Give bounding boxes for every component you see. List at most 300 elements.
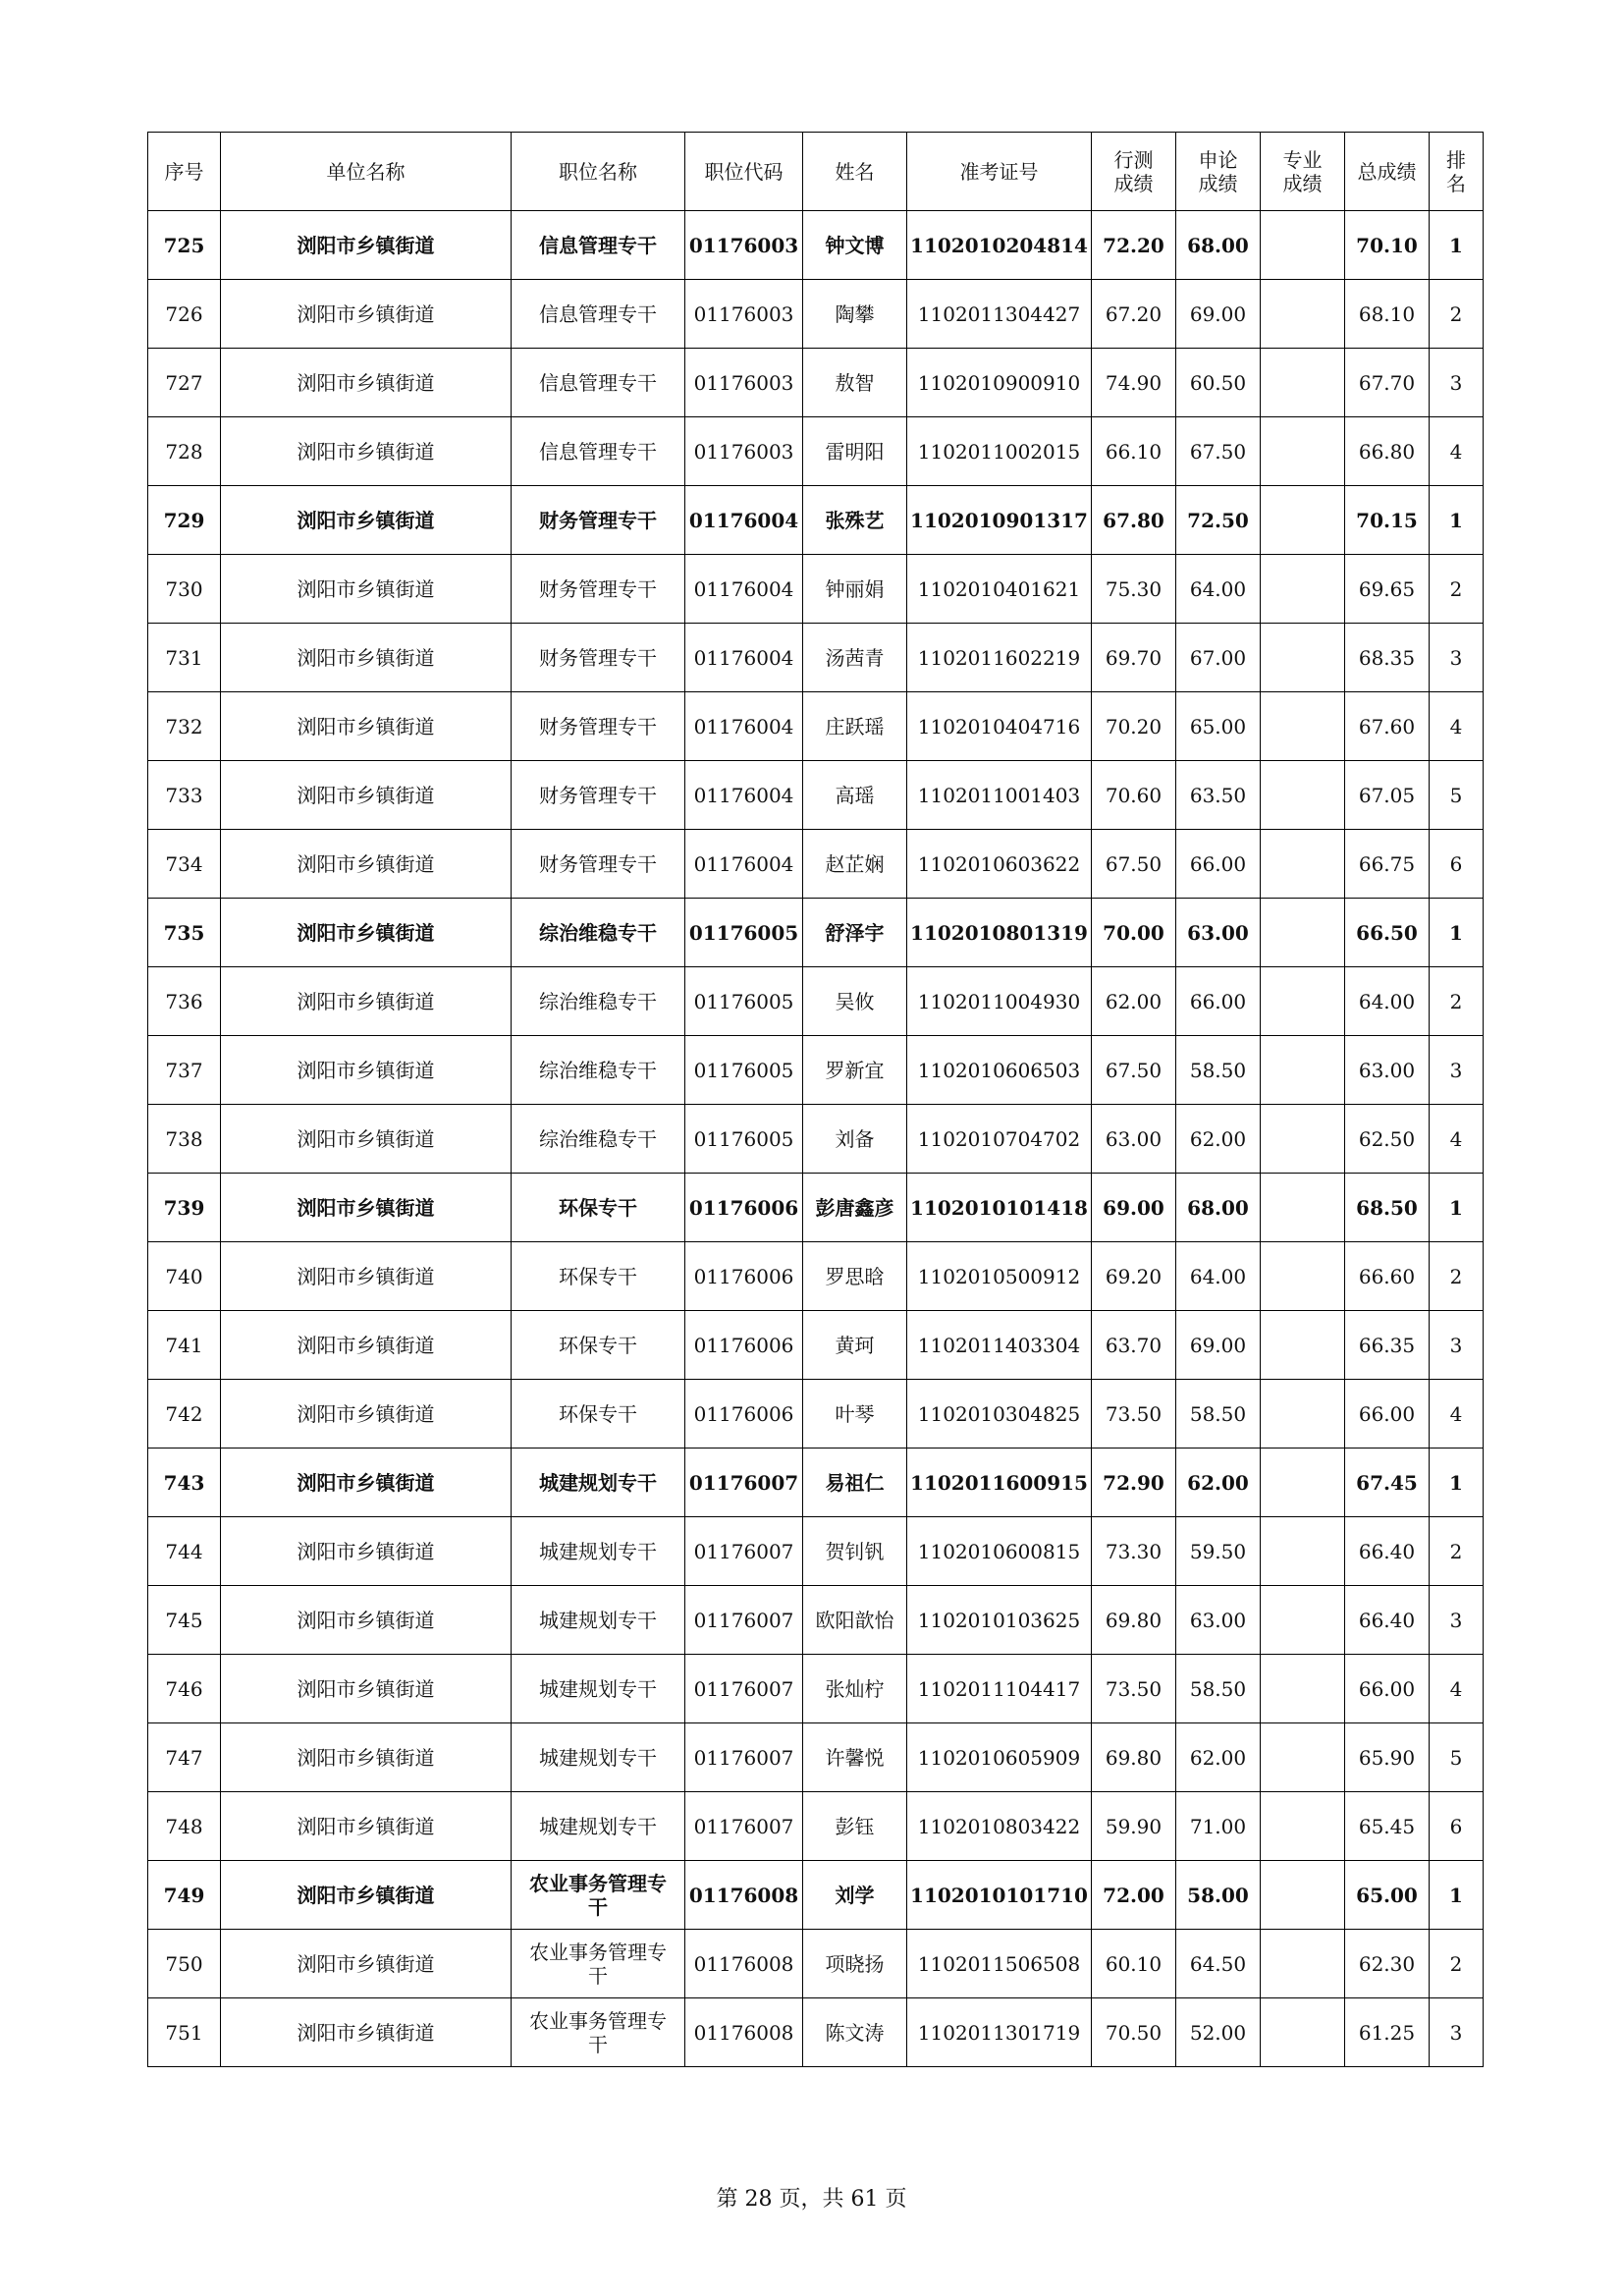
cell-rank: 4 xyxy=(1430,1380,1484,1449)
cell-ticket: 1102010500912 xyxy=(907,1242,1092,1311)
cell-unit: 浏阳市乡镇街道 xyxy=(221,1036,512,1105)
cell-name: 张殊艺 xyxy=(803,486,907,555)
cell-position: 城建规划专干 xyxy=(512,1517,685,1586)
cell-zy xyxy=(1261,1723,1345,1792)
cell-zy xyxy=(1261,486,1345,555)
cell-ticket: 1102010900910 xyxy=(907,349,1092,417)
cell-zy xyxy=(1261,1792,1345,1861)
cell-xc: 69.00 xyxy=(1092,1174,1176,1242)
cell-code: 01176006 xyxy=(685,1311,803,1380)
cell-ticket: 1102010606503 xyxy=(907,1036,1092,1105)
cell-ticket: 1102011004930 xyxy=(907,967,1092,1036)
cell-unit: 浏阳市乡镇街道 xyxy=(221,899,512,967)
cell-code: 01176005 xyxy=(685,1105,803,1174)
table-row xyxy=(148,1655,1484,1723)
cell-seq: 728 xyxy=(148,417,221,486)
cell-unit: 浏阳市乡镇街道 xyxy=(221,1655,512,1723)
header-name: 姓名 xyxy=(803,133,907,211)
cell-seq: 746 xyxy=(148,1655,221,1723)
cell-sl: 67.00 xyxy=(1176,624,1261,692)
cell-sl: 60.50 xyxy=(1176,349,1261,417)
cell-zy xyxy=(1261,1174,1345,1242)
cell-seq: 737 xyxy=(148,1036,221,1105)
cell-ticket: 1102011001403 xyxy=(907,761,1092,830)
cell-ticket: 1102011602219 xyxy=(907,624,1092,692)
cell-total: 66.35 xyxy=(1345,1311,1430,1380)
header-rank: 排名 xyxy=(1430,133,1484,211)
cell-zy xyxy=(1261,1105,1345,1174)
cell-zy xyxy=(1261,761,1345,830)
table-row xyxy=(148,830,1484,899)
table-row xyxy=(148,692,1484,761)
cell-name: 易祖仁 xyxy=(803,1449,907,1517)
cell-sl: 69.00 xyxy=(1176,1311,1261,1380)
cell-rank: 4 xyxy=(1430,417,1484,486)
cell-sl: 62.00 xyxy=(1176,1449,1261,1517)
cell-name: 庄跃瑶 xyxy=(803,692,907,761)
cell-position: 环保专干 xyxy=(512,1311,685,1380)
cell-sl: 72.50 xyxy=(1176,486,1261,555)
cell-name: 许馨悦 xyxy=(803,1723,907,1792)
cell-xc: 67.20 xyxy=(1092,280,1176,349)
cell-code: 01176004 xyxy=(685,692,803,761)
cell-code: 01176005 xyxy=(685,1036,803,1105)
cell-code: 01176007 xyxy=(685,1792,803,1861)
cell-xc: 74.90 xyxy=(1092,349,1176,417)
header-seq: 序号 xyxy=(148,133,221,211)
cell-xc: 67.80 xyxy=(1092,486,1176,555)
cell-position: 财务管理专干 xyxy=(512,624,685,692)
cell-unit: 浏阳市乡镇街道 xyxy=(221,1723,512,1792)
cell-name: 罗思晗 xyxy=(803,1242,907,1311)
cell-total: 66.40 xyxy=(1345,1517,1430,1586)
cell-zy xyxy=(1261,1586,1345,1655)
cell-zy xyxy=(1261,1036,1345,1105)
cell-zy xyxy=(1261,1242,1345,1311)
cell-unit: 浏阳市乡镇街道 xyxy=(221,1586,512,1655)
cell-rank: 1 xyxy=(1430,1174,1484,1242)
cell-seq: 735 xyxy=(148,899,221,967)
cell-seq: 740 xyxy=(148,1242,221,1311)
cell-total: 66.75 xyxy=(1345,830,1430,899)
cell-code: 01176007 xyxy=(685,1723,803,1792)
cell-total: 65.90 xyxy=(1345,1723,1430,1792)
results-table xyxy=(147,132,1484,2067)
cell-name: 钟丽娟 xyxy=(803,555,907,624)
cell-sl: 63.00 xyxy=(1176,899,1261,967)
cell-ticket: 1102011506508 xyxy=(907,1930,1092,1998)
cell-unit: 浏阳市乡镇街道 xyxy=(221,211,512,280)
cell-ticket: 1102010404716 xyxy=(907,692,1092,761)
cell-rank: 2 xyxy=(1430,555,1484,624)
header-code: 职位代码 xyxy=(685,133,803,211)
cell-rank: 5 xyxy=(1430,1723,1484,1792)
cell-zy xyxy=(1261,1655,1345,1723)
cell-ticket: 1102011104417 xyxy=(907,1655,1092,1723)
cell-zy xyxy=(1261,417,1345,486)
cell-sl: 64.00 xyxy=(1176,555,1261,624)
cell-xc: 63.70 xyxy=(1092,1311,1176,1380)
cell-sl: 58.00 xyxy=(1176,1861,1261,1930)
cell-ticket: 1102011304427 xyxy=(907,280,1092,349)
cell-name: 赵芷娴 xyxy=(803,830,907,899)
cell-unit: 浏阳市乡镇街道 xyxy=(221,486,512,555)
cell-rank: 3 xyxy=(1430,624,1484,692)
cell-rank: 3 xyxy=(1430,349,1484,417)
cell-unit: 浏阳市乡镇街道 xyxy=(221,830,512,899)
cell-name: 项晓扬 xyxy=(803,1930,907,1998)
cell-ticket: 1102010603622 xyxy=(907,830,1092,899)
cell-zy xyxy=(1261,692,1345,761)
cell-rank: 1 xyxy=(1430,486,1484,555)
cell-seq: 734 xyxy=(148,830,221,899)
cell-name: 刘备 xyxy=(803,1105,907,1174)
cell-total: 66.40 xyxy=(1345,1586,1430,1655)
cell-seq: 733 xyxy=(148,761,221,830)
cell-rank: 3 xyxy=(1430,1311,1484,1380)
cell-seq: 745 xyxy=(148,1586,221,1655)
cell-ticket: 1102011002015 xyxy=(907,417,1092,486)
cell-unit: 浏阳市乡镇街道 xyxy=(221,624,512,692)
cell-code: 01176004 xyxy=(685,624,803,692)
cell-ticket: 1102011600915 xyxy=(907,1449,1092,1517)
header-ticket: 准考证号 xyxy=(907,133,1092,211)
cell-rank: 1 xyxy=(1430,211,1484,280)
cell-name: 黄珂 xyxy=(803,1311,907,1380)
cell-name: 刘学 xyxy=(803,1861,907,1930)
cell-code: 01176008 xyxy=(685,1930,803,1998)
table-row xyxy=(148,899,1484,967)
cell-code: 01176007 xyxy=(685,1586,803,1655)
cell-xc: 72.00 xyxy=(1092,1861,1176,1930)
cell-zy xyxy=(1261,1380,1345,1449)
cell-code: 01176005 xyxy=(685,967,803,1036)
cell-total: 67.45 xyxy=(1345,1449,1430,1517)
cell-unit: 浏阳市乡镇街道 xyxy=(221,1449,512,1517)
table-row xyxy=(148,1517,1484,1586)
cell-total: 64.00 xyxy=(1345,967,1430,1036)
cell-xc: 72.20 xyxy=(1092,211,1176,280)
cell-name: 贺钊钒 xyxy=(803,1517,907,1586)
cell-code: 01176004 xyxy=(685,555,803,624)
table-row xyxy=(148,1586,1484,1655)
cell-zy xyxy=(1261,1998,1345,2067)
cell-unit: 浏阳市乡镇街道 xyxy=(221,555,512,624)
cell-zy xyxy=(1261,899,1345,967)
cell-name: 雷明阳 xyxy=(803,417,907,486)
cell-position: 财务管理专干 xyxy=(512,830,685,899)
cell-position: 环保专干 xyxy=(512,1242,685,1311)
cell-name: 张灿柠 xyxy=(803,1655,907,1723)
cell-code: 01176004 xyxy=(685,486,803,555)
table-row xyxy=(148,211,1484,280)
cell-zy xyxy=(1261,1449,1345,1517)
cell-position: 城建规划专干 xyxy=(512,1449,685,1517)
cell-code: 01176003 xyxy=(685,349,803,417)
cell-unit: 浏阳市乡镇街道 xyxy=(221,1998,512,2067)
cell-name: 舒泽宇 xyxy=(803,899,907,967)
table-row xyxy=(148,1036,1484,1105)
cell-xc: 69.20 xyxy=(1092,1242,1176,1311)
cell-sl: 64.50 xyxy=(1176,1930,1261,1998)
cell-total: 68.10 xyxy=(1345,280,1430,349)
cell-ticket: 1102010101710 xyxy=(907,1861,1092,1930)
cell-seq: 749 xyxy=(148,1861,221,1930)
cell-zy xyxy=(1261,211,1345,280)
cell-seq: 730 xyxy=(148,555,221,624)
cell-sl: 67.50 xyxy=(1176,417,1261,486)
table-row xyxy=(148,1930,1484,1998)
cell-total: 67.05 xyxy=(1345,761,1430,830)
cell-position: 信息管理专干 xyxy=(512,417,685,486)
cell-position: 城建规划专干 xyxy=(512,1586,685,1655)
table-row xyxy=(148,486,1484,555)
cell-total: 70.15 xyxy=(1345,486,1430,555)
cell-sl: 52.00 xyxy=(1176,1998,1261,2067)
cell-sl: 59.50 xyxy=(1176,1517,1261,1586)
header-unit: 单位名称 xyxy=(221,133,512,211)
header-total: 总成绩 xyxy=(1345,133,1430,211)
cell-code: 01176003 xyxy=(685,417,803,486)
cell-rank: 1 xyxy=(1430,899,1484,967)
cell-unit: 浏阳市乡镇街道 xyxy=(221,1861,512,1930)
cell-seq: 739 xyxy=(148,1174,221,1242)
cell-xc: 67.50 xyxy=(1092,1036,1176,1105)
table-row xyxy=(148,1449,1484,1517)
cell-total: 63.00 xyxy=(1345,1036,1430,1105)
cell-position: 农业事务管理专干 xyxy=(512,1930,685,1998)
cell-code: 01176005 xyxy=(685,899,803,967)
cell-seq: 725 xyxy=(148,211,221,280)
cell-rank: 4 xyxy=(1430,692,1484,761)
cell-seq: 736 xyxy=(148,967,221,1036)
cell-rank: 2 xyxy=(1430,280,1484,349)
cell-seq: 741 xyxy=(148,1311,221,1380)
cell-xc: 60.10 xyxy=(1092,1930,1176,1998)
cell-name: 高瑶 xyxy=(803,761,907,830)
cell-position: 信息管理专干 xyxy=(512,280,685,349)
cell-position: 农业事务管理专干 xyxy=(512,1861,685,1930)
cell-seq: 742 xyxy=(148,1380,221,1449)
cell-sl: 65.00 xyxy=(1176,692,1261,761)
cell-xc: 69.70 xyxy=(1092,624,1176,692)
table-row xyxy=(148,1723,1484,1792)
table-row xyxy=(148,1861,1484,1930)
cell-rank: 2 xyxy=(1430,967,1484,1036)
cell-seq: 731 xyxy=(148,624,221,692)
table-row xyxy=(148,1998,1484,2067)
table-row xyxy=(148,624,1484,692)
cell-total: 65.45 xyxy=(1345,1792,1430,1861)
cell-rank: 2 xyxy=(1430,1242,1484,1311)
cell-xc: 75.30 xyxy=(1092,555,1176,624)
cell-total: 62.50 xyxy=(1345,1105,1430,1174)
cell-ticket: 1102010600815 xyxy=(907,1517,1092,1586)
header-row xyxy=(148,133,1484,211)
cell-seq: 726 xyxy=(148,280,221,349)
cell-total: 69.65 xyxy=(1345,555,1430,624)
cell-code: 01176006 xyxy=(685,1380,803,1449)
table-row xyxy=(148,967,1484,1036)
cell-name: 彭钰 xyxy=(803,1792,907,1861)
cell-total: 67.60 xyxy=(1345,692,1430,761)
cell-xc: 63.00 xyxy=(1092,1105,1176,1174)
cell-total: 65.00 xyxy=(1345,1861,1430,1930)
cell-position: 财务管理专干 xyxy=(512,761,685,830)
cell-code: 01176007 xyxy=(685,1517,803,1586)
cell-unit: 浏阳市乡镇街道 xyxy=(221,1311,512,1380)
cell-sl: 58.50 xyxy=(1176,1380,1261,1449)
cell-sl: 58.50 xyxy=(1176,1036,1261,1105)
cell-position: 城建规划专干 xyxy=(512,1723,685,1792)
cell-name: 罗新宜 xyxy=(803,1036,907,1105)
cell-name: 叶琴 xyxy=(803,1380,907,1449)
cell-rank: 2 xyxy=(1430,1930,1484,1998)
cell-xc: 66.10 xyxy=(1092,417,1176,486)
cell-xc: 70.50 xyxy=(1092,1998,1176,2067)
cell-rank: 1 xyxy=(1430,1861,1484,1930)
cell-seq: 751 xyxy=(148,1998,221,2067)
cell-unit: 浏阳市乡镇街道 xyxy=(221,1242,512,1311)
cell-zy xyxy=(1261,1930,1345,1998)
table-row xyxy=(148,555,1484,624)
cell-seq: 729 xyxy=(148,486,221,555)
cell-sl: 68.00 xyxy=(1176,1174,1261,1242)
cell-unit: 浏阳市乡镇街道 xyxy=(221,692,512,761)
cell-ticket: 1102010204814 xyxy=(907,211,1092,280)
cell-ticket: 1102010704702 xyxy=(907,1105,1092,1174)
cell-sl: 71.00 xyxy=(1176,1792,1261,1861)
cell-position: 综治维稳专干 xyxy=(512,899,685,967)
cell-xc: 73.50 xyxy=(1092,1655,1176,1723)
cell-xc: 70.00 xyxy=(1092,899,1176,967)
cell-total: 66.50 xyxy=(1345,899,1430,967)
cell-seq: 750 xyxy=(148,1930,221,1998)
cell-seq: 738 xyxy=(148,1105,221,1174)
cell-total: 66.80 xyxy=(1345,417,1430,486)
cell-total: 68.35 xyxy=(1345,624,1430,692)
cell-unit: 浏阳市乡镇街道 xyxy=(221,280,512,349)
cell-unit: 浏阳市乡镇街道 xyxy=(221,1930,512,1998)
cell-sl: 64.00 xyxy=(1176,1242,1261,1311)
cell-xc: 69.80 xyxy=(1092,1723,1176,1792)
header-sl: 申论成绩 xyxy=(1176,133,1261,211)
cell-ticket: 1102010103625 xyxy=(907,1586,1092,1655)
header-xc: 行测成绩 xyxy=(1092,133,1176,211)
cell-unit: 浏阳市乡镇街道 xyxy=(221,1380,512,1449)
cell-ticket: 1102010101418 xyxy=(907,1174,1092,1242)
cell-xc: 69.80 xyxy=(1092,1586,1176,1655)
cell-zy xyxy=(1261,1517,1345,1586)
cell-total: 70.10 xyxy=(1345,211,1430,280)
cell-unit: 浏阳市乡镇街道 xyxy=(221,349,512,417)
cell-unit: 浏阳市乡镇街道 xyxy=(221,1174,512,1242)
table-row xyxy=(148,1105,1484,1174)
cell-seq: 747 xyxy=(148,1723,221,1792)
table-row xyxy=(148,280,1484,349)
cell-name: 欧阳歆怡 xyxy=(803,1586,907,1655)
header-position: 职位名称 xyxy=(512,133,685,211)
cell-code: 01176003 xyxy=(685,211,803,280)
cell-code: 01176004 xyxy=(685,761,803,830)
cell-name: 汤茜青 xyxy=(803,624,907,692)
cell-position: 信息管理专干 xyxy=(512,211,685,280)
cell-position: 城建规划专干 xyxy=(512,1792,685,1861)
cell-rank: 3 xyxy=(1430,1998,1484,2067)
table-row xyxy=(148,761,1484,830)
cell-total: 67.70 xyxy=(1345,349,1430,417)
cell-ticket: 1102010605909 xyxy=(907,1723,1092,1792)
cell-rank: 1 xyxy=(1430,1449,1484,1517)
cell-total: 66.60 xyxy=(1345,1242,1430,1311)
cell-seq: 732 xyxy=(148,692,221,761)
cell-name: 钟文博 xyxy=(803,211,907,280)
page-footer: 第 28 页，共 61 页 xyxy=(716,2187,907,2212)
cell-xc: 62.00 xyxy=(1092,967,1176,1036)
cell-rank: 4 xyxy=(1430,1655,1484,1723)
cell-sl: 66.00 xyxy=(1176,967,1261,1036)
cell-xc: 73.50 xyxy=(1092,1380,1176,1449)
cell-position: 财务管理专干 xyxy=(512,555,685,624)
header-zy: 专业成绩 xyxy=(1261,133,1345,211)
cell-name: 陶攀 xyxy=(803,280,907,349)
cell-zy xyxy=(1261,349,1345,417)
cell-seq: 744 xyxy=(148,1517,221,1586)
table-row xyxy=(148,1792,1484,1861)
cell-code: 01176004 xyxy=(685,830,803,899)
cell-zy xyxy=(1261,555,1345,624)
table-row xyxy=(148,1242,1484,1311)
cell-unit: 浏阳市乡镇街道 xyxy=(221,967,512,1036)
table-row xyxy=(148,1380,1484,1449)
cell-position: 城建规划专干 xyxy=(512,1655,685,1723)
cell-seq: 748 xyxy=(148,1792,221,1861)
cell-code: 01176008 xyxy=(685,1861,803,1930)
cell-total: 66.00 xyxy=(1345,1655,1430,1723)
cell-xc: 72.90 xyxy=(1092,1449,1176,1517)
cell-position: 环保专干 xyxy=(512,1174,685,1242)
cell-unit: 浏阳市乡镇街道 xyxy=(221,1792,512,1861)
cell-position: 综治维稳专干 xyxy=(512,967,685,1036)
cell-sl: 58.50 xyxy=(1176,1655,1261,1723)
cell-unit: 浏阳市乡镇街道 xyxy=(221,417,512,486)
cell-xc: 67.50 xyxy=(1092,830,1176,899)
cell-name: 吴攸 xyxy=(803,967,907,1036)
cell-unit: 浏阳市乡镇街道 xyxy=(221,1105,512,1174)
cell-ticket: 1102010801319 xyxy=(907,899,1092,967)
cell-rank: 5 xyxy=(1430,761,1484,830)
cell-xc: 70.60 xyxy=(1092,761,1176,830)
cell-zy xyxy=(1261,830,1345,899)
cell-seq: 743 xyxy=(148,1449,221,1517)
cell-rank: 4 xyxy=(1430,1105,1484,1174)
cell-xc: 73.30 xyxy=(1092,1517,1176,1586)
cell-zy xyxy=(1261,624,1345,692)
cell-position: 信息管理专干 xyxy=(512,349,685,417)
table-row xyxy=(148,1174,1484,1242)
cell-total: 61.25 xyxy=(1345,1998,1430,2067)
cell-code: 01176006 xyxy=(685,1242,803,1311)
cell-xc: 59.90 xyxy=(1092,1792,1176,1861)
cell-sl: 62.00 xyxy=(1176,1105,1261,1174)
cell-total: 68.50 xyxy=(1345,1174,1430,1242)
cell-ticket: 1102010901317 xyxy=(907,486,1092,555)
cell-ticket: 1102010803422 xyxy=(907,1792,1092,1861)
cell-ticket: 1102011301719 xyxy=(907,1998,1092,2067)
cell-code: 01176003 xyxy=(685,280,803,349)
cell-seq: 727 xyxy=(148,349,221,417)
cell-ticket: 1102010304825 xyxy=(907,1380,1092,1449)
